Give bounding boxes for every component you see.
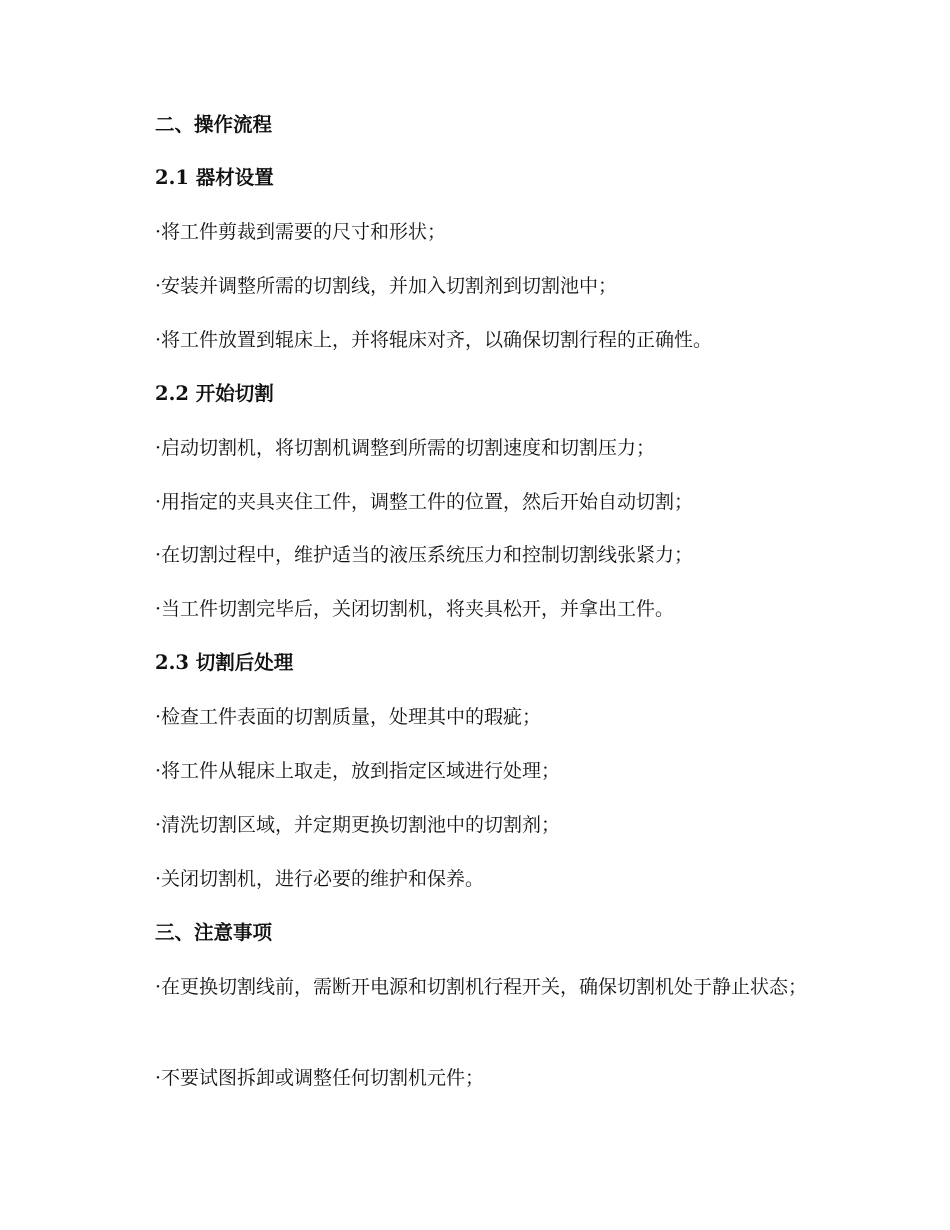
list-item: ·将工件剪裁到需要的尺寸和形状； [155, 221, 447, 243]
list-item: ·将工件从辊床上取走，放到指定区域进行处理； [155, 760, 561, 782]
list-item: ·清洗切割区域，并定期更换切割池中的切割剂； [155, 814, 561, 836]
list-item: ·关闭切割机，进行必要的维护和保养。 [155, 868, 485, 890]
list-item: ·用指定的夹具夹住工件，调整工件的位置，然后开始自动切割； [155, 491, 694, 513]
list-item: ·在切割过程中，维护适当的液压系统压力和控制切割线张紧力； [155, 544, 694, 566]
subsection-heading-post-processing: 2.3 切割后处理 [155, 651, 294, 674]
subsection-heading-equipment-setup: 2.1 器材设置 [155, 166, 274, 189]
list-item: ·将工件放置到辊床上，并将辊床对齐，以确保切割行程的正确性。 [155, 329, 713, 351]
subsection-heading-start-cutting: 2.2 开始切割 [155, 382, 274, 405]
list-item: ·检查工件表面的切割质量，处理其中的瑕疵； [155, 706, 542, 728]
list-item: ·安装并调整所需的切割线，并加入切割剂到切割池中； [155, 275, 618, 297]
list-item: ·当工件切割完毕后，关闭切割机，将夹具松开，并拿出工件。 [155, 598, 675, 620]
section-heading-precautions: 三、注意事项 [155, 921, 273, 944]
note-item: ·不要试图拆卸或调整任何切割机元件； [155, 1067, 485, 1089]
list-item: ·启动切割机，将切割机调整到所需的切割速度和切割压力； [155, 437, 656, 459]
section-heading-operation-flow: 二、操作流程 [155, 113, 273, 136]
note-item: ·在更换切割线前，需断开电源和切割机行程开关，确保切割机处于静止状态； [155, 976, 808, 998]
